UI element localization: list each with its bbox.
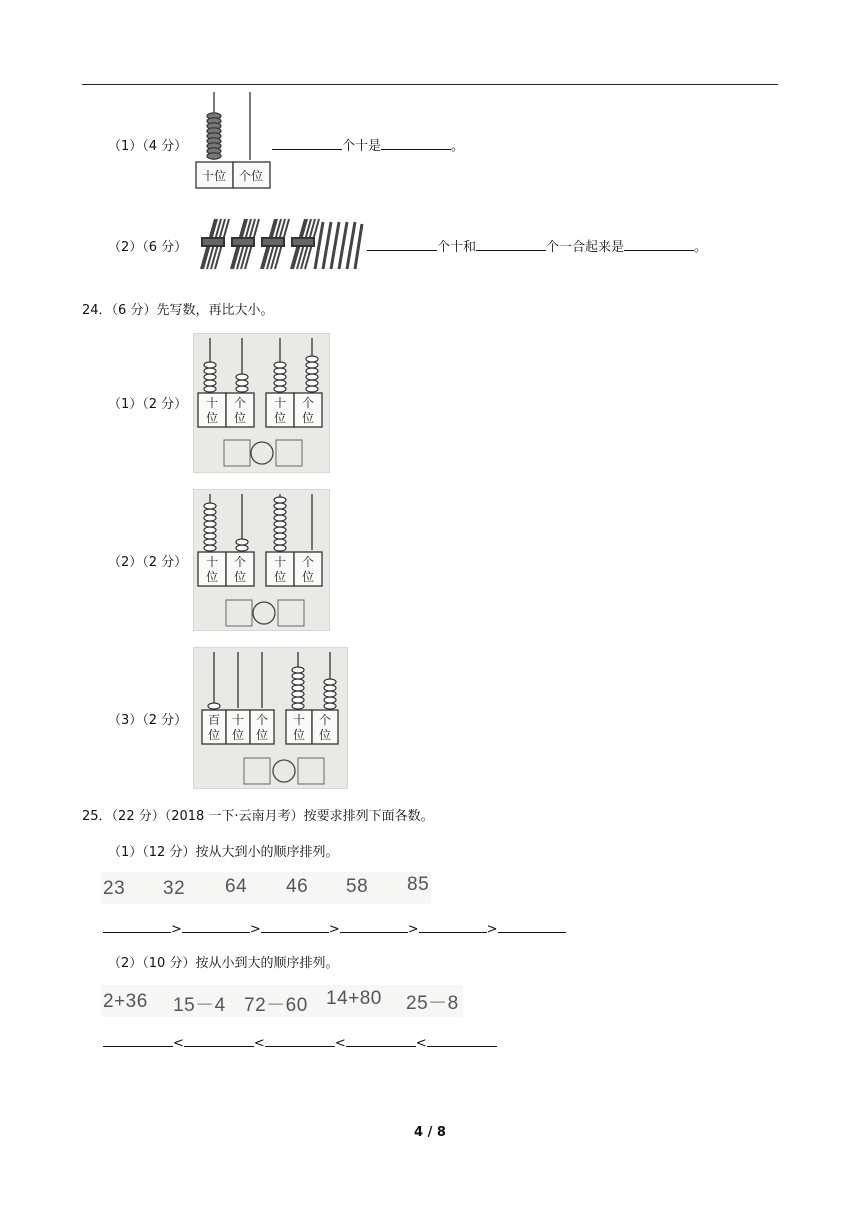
place-label-ones: 个位 bbox=[238, 169, 264, 183]
answer-blank[interactable] bbox=[624, 236, 694, 251]
answer-blank[interactable] bbox=[103, 1032, 173, 1047]
q24-part1-abacus-image bbox=[193, 333, 330, 473]
answer-box-right[interactable] bbox=[298, 758, 324, 784]
answer-blank[interactable] bbox=[419, 918, 487, 933]
compare-circle[interactable] bbox=[273, 760, 295, 782]
svg-text:位: 位 bbox=[255, 728, 269, 742]
stick-bundle bbox=[201, 219, 229, 269]
answer-blank[interactable] bbox=[367, 236, 437, 251]
q24-part1-label: （1）（2 分） bbox=[108, 397, 188, 412]
q24-part2-label: （2）（2 分） bbox=[108, 555, 188, 570]
answer-blank[interactable] bbox=[265, 1032, 335, 1047]
svg-text:位: 位 bbox=[318, 728, 332, 742]
svg-text:位: 位 bbox=[273, 570, 287, 584]
svg-text:个: 个 bbox=[301, 555, 315, 569]
answer-box-left[interactable] bbox=[224, 440, 250, 466]
svg-text:十: 十 bbox=[205, 396, 219, 410]
q23-part2-answer-line: 个十和 个一合起来是 。 bbox=[367, 236, 707, 255]
abacus-tens-ones-image bbox=[192, 90, 272, 192]
q25-title: 25．（22 分）（2018 一下·云南月考）按要求排列下面各数。 bbox=[82, 809, 434, 824]
compare-circle[interactable] bbox=[251, 442, 273, 464]
page-number: 4 / 8 bbox=[414, 1125, 446, 1140]
q25-part1-answer-line: > > > > > bbox=[103, 918, 566, 937]
svg-text:个: 个 bbox=[301, 396, 315, 410]
svg-text:十: 十 bbox=[205, 555, 219, 569]
place-label-tens: 十位 bbox=[201, 169, 227, 183]
header-rule bbox=[82, 84, 778, 85]
answer-blank[interactable] bbox=[340, 918, 408, 933]
svg-text:百: 百 bbox=[207, 713, 221, 727]
svg-text:十: 十 bbox=[273, 555, 287, 569]
svg-text:个: 个 bbox=[233, 396, 247, 410]
number: 23 bbox=[103, 878, 126, 899]
svg-text:个: 个 bbox=[318, 713, 332, 727]
answer-blank[interactable] bbox=[182, 918, 250, 933]
expression: 25－8 bbox=[406, 993, 459, 1014]
answer-box-right[interactable] bbox=[276, 440, 302, 466]
number: 46 bbox=[286, 876, 309, 897]
svg-text:位: 位 bbox=[233, 570, 247, 584]
expression: 72－60 bbox=[244, 995, 308, 1016]
answer-box-left[interactable] bbox=[244, 758, 270, 784]
q24-part3-label: （3）（2 分） bbox=[108, 713, 188, 728]
number: 32 bbox=[163, 878, 186, 899]
answer-blank[interactable] bbox=[498, 918, 566, 933]
answer-box-left[interactable] bbox=[226, 600, 252, 626]
q25-part1-label: （1）（12 分）按从大到小的顺序排列。 bbox=[108, 845, 339, 860]
svg-text:位: 位 bbox=[301, 411, 315, 425]
svg-text:个: 个 bbox=[255, 713, 269, 727]
answer-blank[interactable] bbox=[272, 135, 342, 150]
answer-blank[interactable] bbox=[346, 1032, 416, 1047]
answer-blank[interactable] bbox=[476, 236, 546, 251]
svg-text:位: 位 bbox=[205, 570, 219, 584]
q25-part2-answer-line: < < < < bbox=[103, 1032, 497, 1051]
sticks-bundles-image bbox=[197, 214, 365, 274]
svg-text:位: 位 bbox=[207, 728, 221, 742]
q25-part2-label: （2）（10 分）按从小到大的顺序排列。 bbox=[108, 956, 339, 971]
number: 85 bbox=[407, 874, 430, 895]
answer-box-right[interactable] bbox=[278, 600, 304, 626]
expression: 2+36 bbox=[103, 991, 148, 1012]
loose-sticks bbox=[315, 222, 362, 269]
number: 64 bbox=[225, 876, 248, 897]
svg-text:位: 位 bbox=[273, 411, 287, 425]
q23-part2-label: （2）（6 分） bbox=[108, 240, 188, 255]
svg-text:个: 个 bbox=[233, 555, 247, 569]
q25-part2-expressions bbox=[101, 985, 463, 1017]
q23-part1-answer-line: 个十是 。 bbox=[272, 135, 464, 154]
stick-bundle bbox=[261, 219, 289, 269]
q24-part2-abacus-image bbox=[193, 489, 330, 631]
answer-blank[interactable] bbox=[261, 918, 329, 933]
bead-stack bbox=[207, 113, 221, 159]
stick-bundle bbox=[231, 219, 259, 269]
number: 58 bbox=[346, 876, 369, 897]
svg-text:十: 十 bbox=[273, 396, 287, 410]
q23-part1-label: （1）（4 分） bbox=[108, 139, 188, 154]
expression: 14+80 bbox=[326, 988, 382, 1009]
svg-text:位: 位 bbox=[233, 411, 247, 425]
q24-title: 24．（6 分）先写数，再比大小。 bbox=[82, 303, 274, 318]
svg-text:位: 位 bbox=[301, 570, 315, 584]
svg-text:位: 位 bbox=[292, 728, 306, 742]
compare-circle[interactable] bbox=[253, 602, 275, 624]
answer-blank[interactable] bbox=[381, 135, 451, 150]
svg-text:十: 十 bbox=[292, 713, 306, 727]
answer-blank[interactable] bbox=[184, 1032, 254, 1047]
expression: 15－4 bbox=[173, 995, 226, 1016]
q25-part1-numbers bbox=[101, 872, 431, 904]
svg-text:位: 位 bbox=[205, 411, 219, 425]
svg-text:十: 十 bbox=[231, 713, 245, 727]
answer-blank[interactable] bbox=[103, 918, 171, 933]
answer-blank[interactable] bbox=[427, 1032, 497, 1047]
svg-text:位: 位 bbox=[231, 728, 245, 742]
q24-part3-abacus-image bbox=[193, 647, 348, 789]
